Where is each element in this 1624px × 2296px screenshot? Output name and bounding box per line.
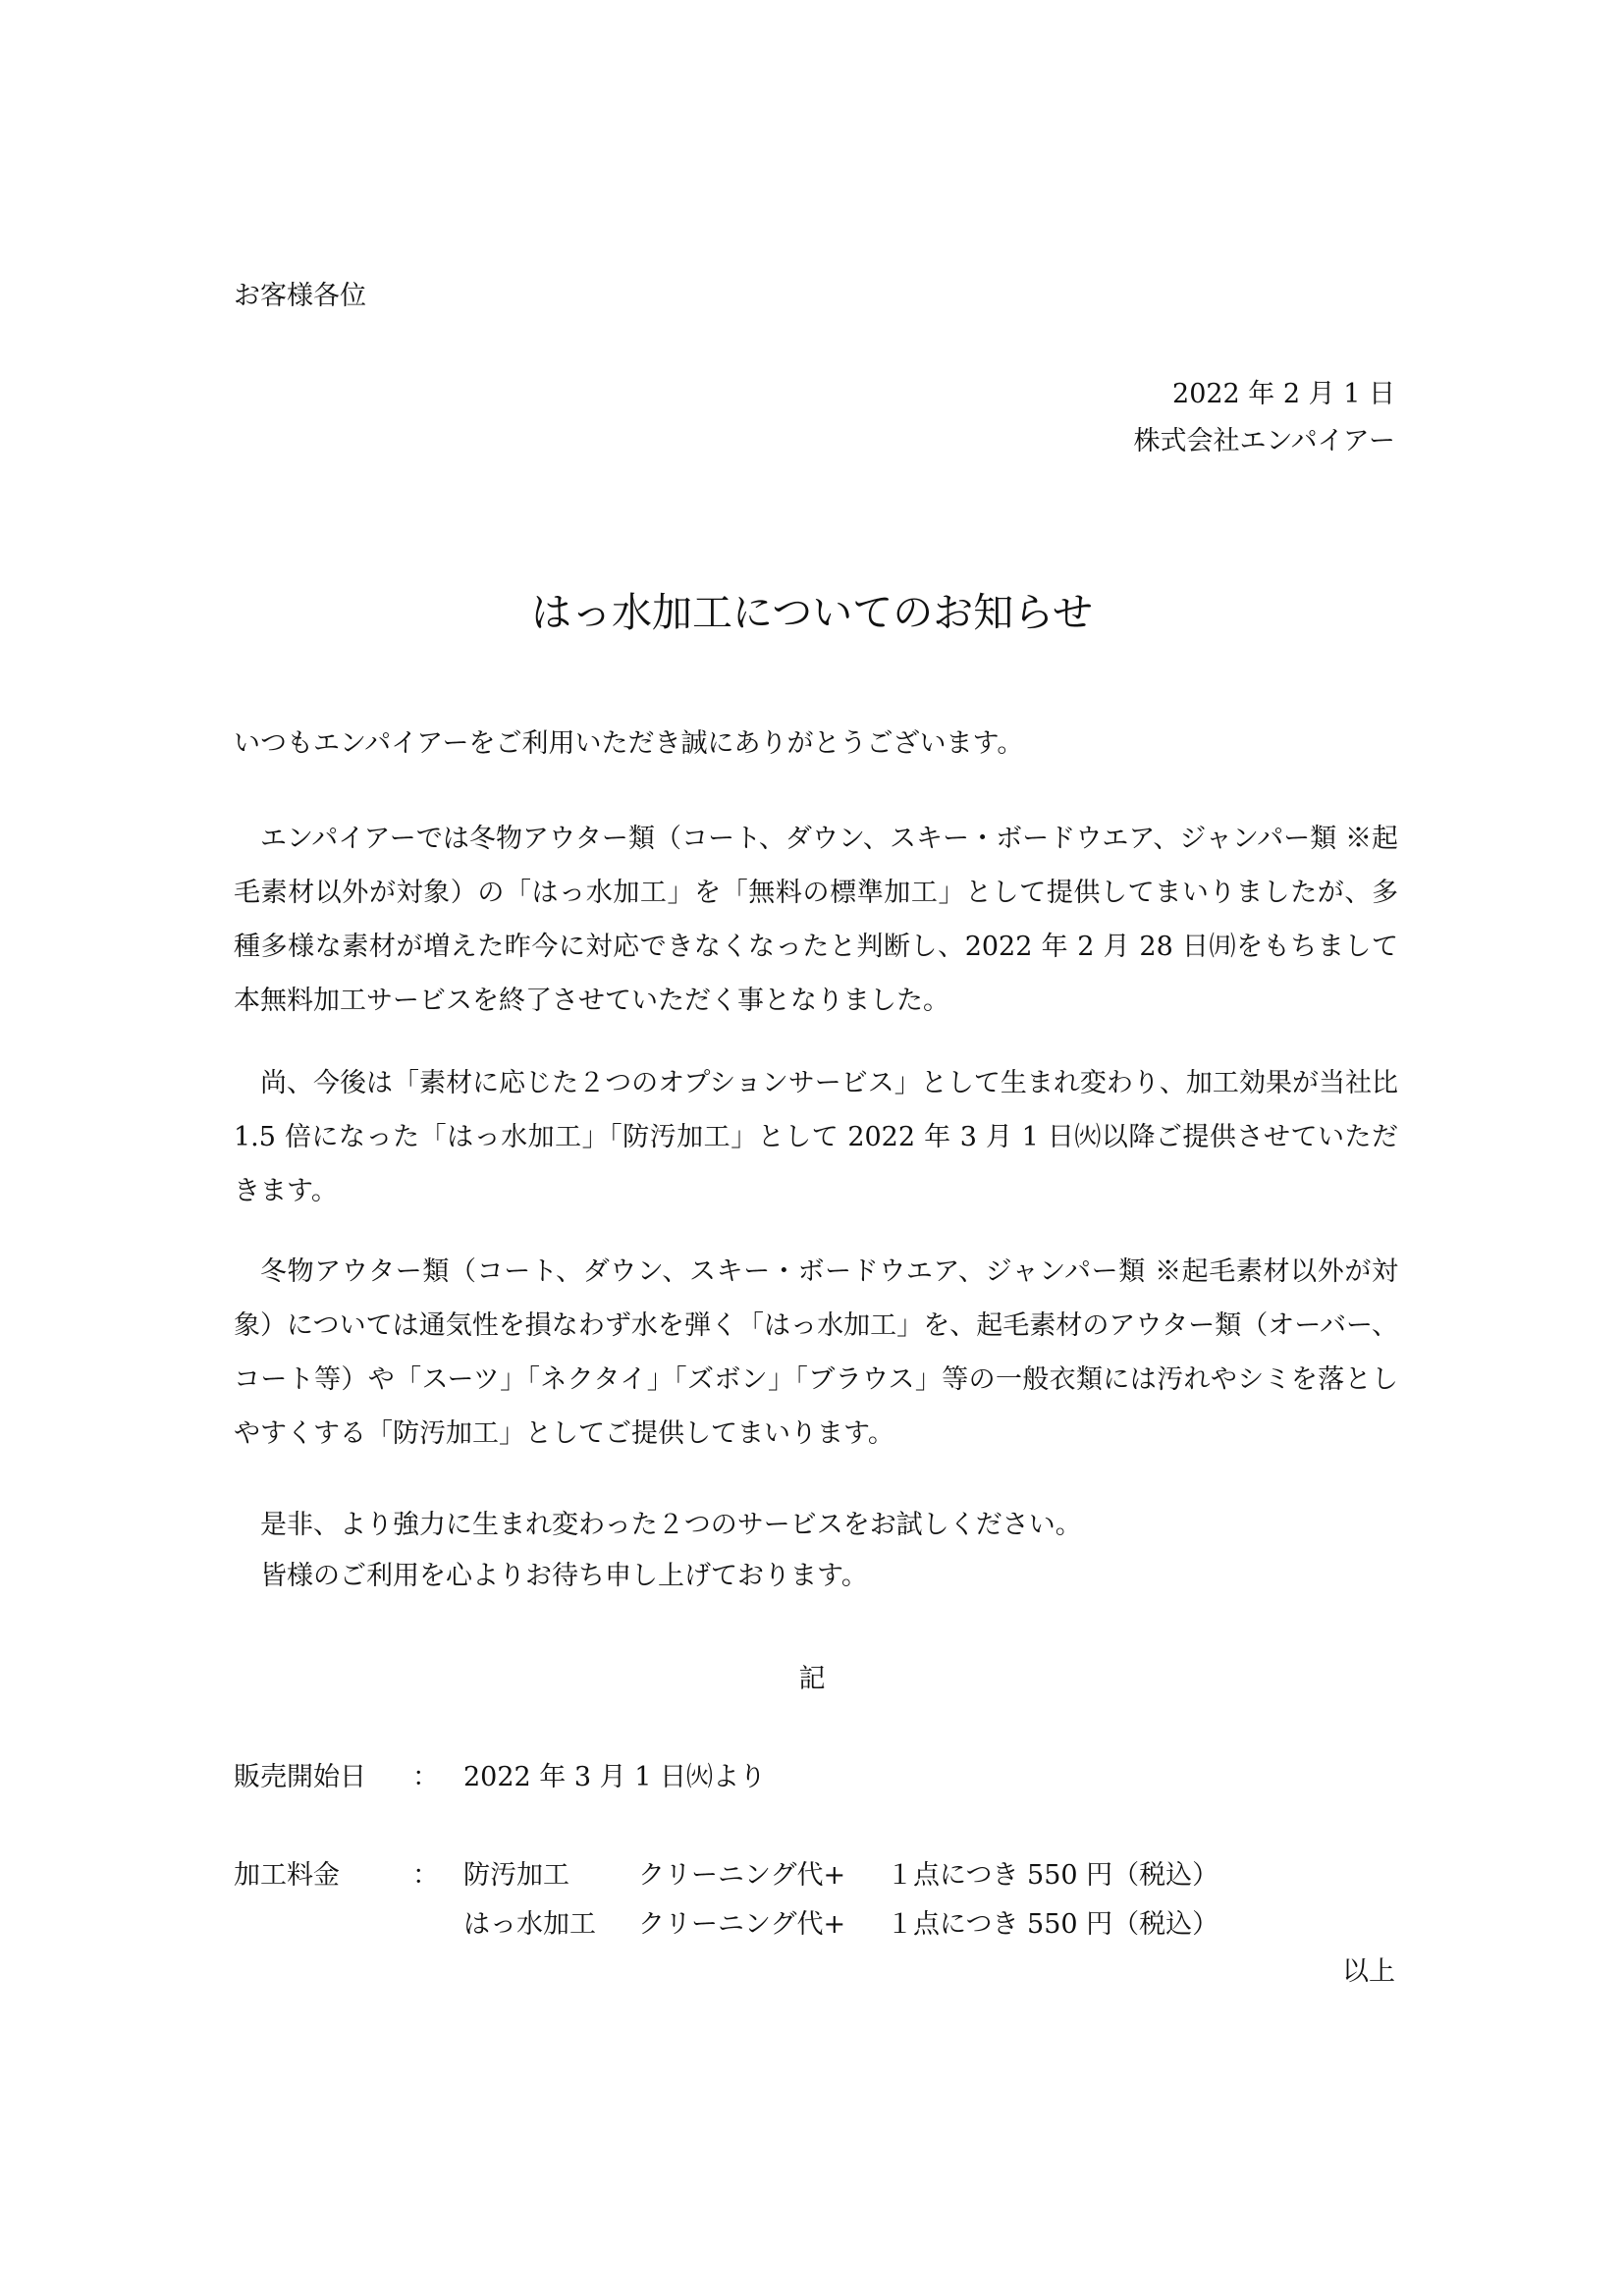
price-label: 加工料金 xyxy=(234,1860,340,1891)
sale-start-value: 2022 年 3 月 1 日㈫より xyxy=(463,1762,766,1792)
price-item-price: １点につき 550 円（税込） xyxy=(887,1860,1219,1891)
ki-heading: 記 xyxy=(798,1664,826,1694)
price-item-base: クリーニング代+ xyxy=(638,1860,846,1891)
closing-line-2: 皆様のご利用を心よりお待ち申し上げております。 xyxy=(260,1561,868,1591)
greeting: いつもエンパイアーをご利用いただき誠にありがとうございます。 xyxy=(234,728,1024,759)
price-colon: ： xyxy=(412,1860,439,1891)
price-item-name: はっ水加工 xyxy=(463,1909,596,1940)
document-date: 2022 年 2 月 1 日 xyxy=(1172,379,1395,409)
paragraph-2: 尚、今後は「素材に応じた２つのオプションサービス」として生まれ変わり、加工効果が当社比 1.5 倍になった「はっ水加工」「防汚加工」として 2022 年 3 月 1 日㈫以降ご提供させていただきます。 xyxy=(234,1068,1398,1206)
end-mark: 以上 xyxy=(1342,1956,1395,1987)
sale-start-label: 販売開始日 xyxy=(234,1762,366,1792)
price-item-price: １点につき 550 円（税込） xyxy=(887,1909,1219,1940)
sale-start-colon: ： xyxy=(412,1762,439,1792)
company-name: 株式会社エンパイアー xyxy=(1133,426,1395,456)
paragraph-3: 冬物アウター類（コート、ダウン、スキー・ボードウエア、ジャンパー類 ※起毛素材以外が対象）については通気性を損なわず水を弾く「はっ水加工」を、起毛素材のアウター類（オーバー、コート等）や「スーツ」「ネクタイ」「ズボン」「ブラウス」等の一般衣類には汚れやシミを落としやすくする「防汚加工」としてご提供してまいります。 xyxy=(234,1256,1398,1449)
closing-line-1: 是非、より強力に生まれ変わった２つのサービスをお試しください。 xyxy=(260,1510,1082,1540)
price-item-name: 防汚加工 xyxy=(463,1860,569,1891)
document-title: はっ水加工についてのお知らせ xyxy=(531,589,1093,636)
addressee: お客様各位 xyxy=(234,281,366,311)
paragraph-1: エンパイアーでは冬物アウター類（コート、ダウン、スキー・ボードウエア、ジャンパー類 ※起毛素材以外が対象）の「はっ水加工」を「無料の標準加工」として提供してまいりましたが、多種多様な素材が増えた昨今に対応できなくなったと判断し、2022 年 2 月 28 日㈪をもちまして本無料加工サービスを終了させていただく事となりました。 xyxy=(234,824,1398,1016)
price-item-base: クリーニング代+ xyxy=(638,1909,846,1940)
